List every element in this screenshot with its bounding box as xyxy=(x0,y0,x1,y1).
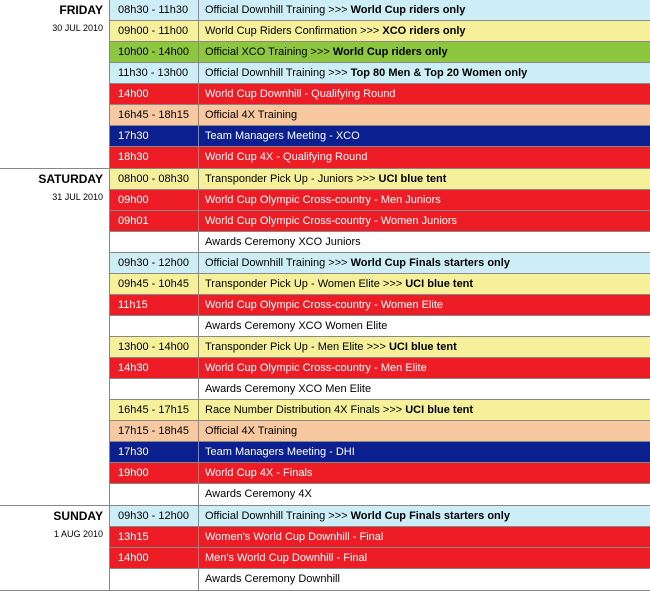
day-label xyxy=(0,0,109,33)
event-title: Awards Ceremony XCO Men Elite xyxy=(205,383,372,395)
event-title: World Cup Olympic Cross-country - Women Elite xyxy=(205,299,443,311)
row-time: 14h00 xyxy=(110,548,199,568)
row-time: 09h30 - 12h00 xyxy=(110,253,199,273)
row-time: 08h30 - 11h30 xyxy=(110,0,199,20)
event-title: Transponder Pick Up - Juniors >>> xyxy=(205,173,379,185)
schedule-row xyxy=(110,21,650,42)
row-event xyxy=(199,442,650,462)
day-rows xyxy=(109,506,650,590)
schedule-row xyxy=(110,105,650,126)
event-title: Team Managers Meeting - XCO xyxy=(205,130,360,142)
row-event xyxy=(199,84,650,104)
event-restriction: Top 80 Men & Top 20 Women only xyxy=(350,67,528,79)
row-event xyxy=(199,379,650,399)
row-event xyxy=(199,506,650,526)
row-event xyxy=(199,42,650,62)
event-title: Official 4X Training xyxy=(205,425,298,437)
schedule-row xyxy=(110,232,650,253)
schedule-row xyxy=(110,253,650,274)
row-event xyxy=(199,527,650,547)
schedule-row xyxy=(110,337,650,358)
row-event xyxy=(199,463,650,483)
row-time: 18h30 xyxy=(110,147,199,168)
event-title: World Cup Olympic Cross-country - Men Juniors xyxy=(205,194,441,206)
schedule-row xyxy=(110,42,650,63)
schedule-row xyxy=(110,358,650,379)
event-title: Awards Ceremony Downhill xyxy=(205,573,340,585)
event-restriction: UCI blue tent xyxy=(405,278,474,290)
event-title: Official Downhill Training >>> xyxy=(205,4,351,16)
row-event xyxy=(199,548,650,568)
row-time xyxy=(110,484,199,505)
day-label xyxy=(0,506,109,539)
schedule-row xyxy=(110,569,650,590)
schedule-row xyxy=(110,400,650,421)
row-event xyxy=(199,421,650,441)
event-restriction: UCI blue tent xyxy=(388,341,457,353)
row-event xyxy=(199,316,650,336)
schedule-row xyxy=(110,274,650,295)
event-title: World Cup 4X - Qualifying Round xyxy=(205,151,368,163)
event-title: Awards Ceremony XCO Women Elite xyxy=(205,320,388,332)
row-time xyxy=(110,379,199,399)
row-time: 17h15 - 18h45 xyxy=(110,421,199,441)
event-title: Women's World Cup Downhill - Final xyxy=(205,531,384,543)
event-restriction: UCI blue tent xyxy=(378,173,447,185)
event-title: Race Number Distribution 4X Finals >>> xyxy=(205,404,406,416)
row-time: 17h30 xyxy=(110,126,199,146)
row-event xyxy=(199,190,650,210)
row-time: 09h00 - 11h00 xyxy=(110,21,199,41)
event-title: Awards Ceremony XCO Juniors xyxy=(205,236,361,248)
schedule-row xyxy=(110,548,650,569)
row-event xyxy=(199,295,650,315)
event-title: Official XCO Training >>> xyxy=(205,46,333,58)
row-event xyxy=(199,232,650,252)
row-time: 09h45 - 10h45 xyxy=(110,274,199,294)
schedule-row xyxy=(110,295,650,316)
row-time: 11h30 - 13h00 xyxy=(110,63,199,83)
row-time: 16h45 - 18h15 xyxy=(110,105,199,125)
row-time: 08h00 - 08h30 xyxy=(110,169,199,189)
row-event xyxy=(199,253,650,273)
event-title: Men's World Cup Downhill - Final xyxy=(205,552,368,564)
day-name: SATURDAY xyxy=(38,172,103,186)
schedule-row xyxy=(110,506,650,527)
row-time: 14h00 xyxy=(110,84,199,104)
event-title: Official 4X Training xyxy=(205,109,298,121)
row-time: 14h30 xyxy=(110,358,199,378)
event-title: World Cup Olympic Cross-country - Men Elite xyxy=(205,362,427,374)
event-title: Official Downhill Training >>> xyxy=(205,67,351,79)
row-time: 11h15 xyxy=(110,295,199,315)
schedule-row xyxy=(110,63,650,84)
row-time: 09h30 - 12h00 xyxy=(110,506,199,526)
schedule-row xyxy=(110,0,650,21)
row-event xyxy=(199,105,650,125)
event-title: Team Managers Meeting - DHI xyxy=(205,446,355,458)
schedule-row xyxy=(110,421,650,442)
event-title: Transponder Pick Up - Women Elite >>> xyxy=(205,278,406,290)
day-date: 31 JUL 2010 xyxy=(52,192,103,202)
row-time: 09h01 xyxy=(110,211,199,231)
event-restriction: UCI blue tent xyxy=(405,404,474,416)
event-title: World Cup Riders Confirmation >>> xyxy=(205,25,383,37)
schedule-row xyxy=(110,316,650,337)
day-name: SUNDAY xyxy=(53,509,103,523)
row-event xyxy=(199,147,650,168)
schedule-row xyxy=(110,211,650,232)
row-event xyxy=(199,274,650,294)
event-title: Transponder Pick Up - Men Elite >>> xyxy=(205,341,389,353)
event-title: Official Downhill Training >>> xyxy=(205,510,351,522)
day-date: 30 JUL 2010 xyxy=(52,23,103,33)
day-date: 1 AUG 2010 xyxy=(53,529,103,539)
schedule-row xyxy=(110,190,650,211)
schedule-row xyxy=(110,484,650,505)
schedule-row xyxy=(110,463,650,484)
row-time xyxy=(110,232,199,252)
row-event xyxy=(199,21,650,41)
row-event xyxy=(199,337,650,357)
schedule-row xyxy=(110,379,650,400)
row-time xyxy=(110,316,199,336)
day-block-sunday xyxy=(0,506,650,591)
event-title: World Cup Downhill - Qualifying Round xyxy=(205,88,396,100)
row-time xyxy=(110,569,199,590)
event-restriction: World Cup Finals starters only xyxy=(350,257,510,269)
row-time: 13h00 - 14h00 xyxy=(110,337,199,357)
row-time: 19h00 xyxy=(110,463,199,483)
day-block-friday xyxy=(0,0,650,169)
schedule-row xyxy=(110,527,650,548)
event-restriction: World Cup riders only xyxy=(332,46,448,58)
row-time: 17h30 xyxy=(110,442,199,462)
event-restriction: XCO riders only xyxy=(382,25,466,37)
row-event xyxy=(199,400,650,420)
day-name: FRIDAY xyxy=(59,3,103,17)
row-time: 16h45 - 17h15 xyxy=(110,400,199,420)
day-rows xyxy=(109,169,650,505)
row-event xyxy=(199,211,650,231)
schedule-row xyxy=(110,84,650,105)
event-title: Official Downhill Training >>> xyxy=(205,257,351,269)
row-event xyxy=(199,169,650,189)
row-event xyxy=(199,484,650,505)
row-event xyxy=(199,358,650,378)
schedule-row xyxy=(110,442,650,463)
row-event xyxy=(199,126,650,146)
row-time: 10h00 - 14h00 xyxy=(110,42,199,62)
row-time: 13h15 xyxy=(110,527,199,547)
row-time: 09h00 xyxy=(110,190,199,210)
event-restriction: World Cup Finals starters only xyxy=(350,510,510,522)
event-title: World Cup Olympic Cross-country - Women Juniors xyxy=(205,215,458,227)
schedule-row xyxy=(110,169,650,190)
schedule-row xyxy=(110,147,650,168)
row-event xyxy=(199,569,650,590)
day-block-saturday xyxy=(0,169,650,506)
day-label xyxy=(0,169,109,202)
schedule-row xyxy=(110,126,650,147)
event-restriction: World Cup riders only xyxy=(350,4,466,16)
day-rows xyxy=(109,0,650,168)
row-event xyxy=(199,0,650,20)
event-title: World Cup 4X - Finals xyxy=(205,467,313,479)
row-event xyxy=(199,63,650,83)
event-title: Awards Ceremony 4X xyxy=(205,488,312,500)
